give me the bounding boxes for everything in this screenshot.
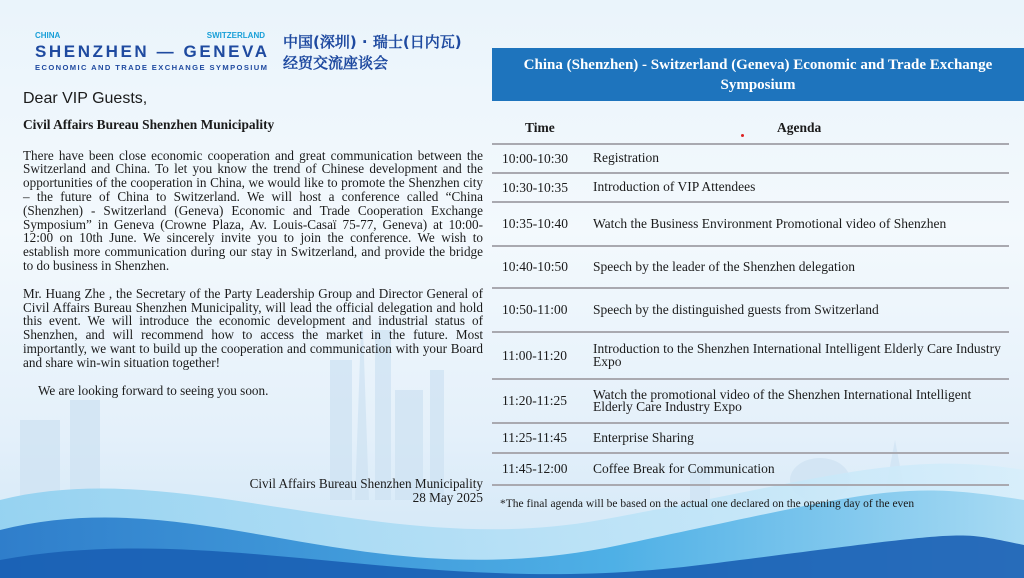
chinese-title-line1: 中国(深圳) · 瑞士(日内瓦): [283, 33, 462, 51]
agenda-item: Enterprise Sharing: [593, 429, 694, 445]
agenda-row: [492, 287, 1009, 331]
logo-main: SHENZHEN — GENEVA: [35, 42, 267, 61]
chinese-title: [283, 32, 462, 74]
letter-org: Civil Affairs Bureau Shenzhen Municipality: [23, 116, 275, 132]
agenda-time: 10:50-11:00: [502, 302, 568, 317]
agenda-item: Speech by the leader of the Shenzhen delegation: [593, 258, 856, 274]
agenda-time: 10:00-10:30: [502, 150, 568, 166]
signature-org: Civil Affairs Bureau Shenzhen Municipality: [249, 476, 483, 491]
agenda-row: [492, 452, 1009, 486]
agenda-title: China (Shenzhen) - Switzerland (Geneva) Economic and Trade Exchange Symposium: [492, 48, 1024, 101]
agenda-item: Watch the Business Environment Promotional video of Shenzhen: [593, 215, 947, 231]
chinese-title-line2: 经贸交流座谈会: [283, 54, 389, 72]
letter-greeting: Dear VIP Guests,: [23, 90, 148, 107]
agenda-item: Coffee Break for Communication: [593, 460, 775, 476]
symposium-logo: [35, 28, 275, 76]
col-time-header: Time: [525, 120, 555, 135]
agenda-row: [492, 143, 1009, 172]
signature-date: 28 May 2025: [412, 489, 483, 505]
agenda-time: 11:00-11:20: [502, 347, 567, 363]
agenda-row: [492, 172, 1009, 201]
agenda-row: [492, 201, 1009, 245]
agenda-time: 10:35-10:40: [502, 216, 568, 231]
invitation-letter: [23, 90, 483, 505]
letter-paragraph-1: There have been close economic cooperation and great communication between the Switzerland and China. To let you know the trend of Chinese development and the opportunities of the cooperation in China, we would like to promote the Shenzhen city – the future of China to Switzerland. We will host a conference called “China (Shenzhen) - Switzerland (Geneva) Economic and Trade Cooperation Exchange Symposium” in Geneva (Crowne Plaza, Av. Louis-Casaï 75-77, Geneva) at 10:00-12:00 on 10th June. We sincerely invite you to join the conference. We wish to establish more communication during our stay in Switzerland, and provide the bridge to do business in Shenzhen.: [23, 147, 483, 273]
agenda-time: 11:20-11:25: [502, 393, 567, 408]
agenda-item: Introduction to the Shenzhen International Intelligent Elderly Care Industry Expo: [593, 341, 1001, 369]
agenda-row: [492, 245, 1009, 287]
letter-closing: We are looking forward to seeing you soon.: [38, 382, 269, 398]
logo-switzerland: SWITZERLAND: [206, 31, 265, 40]
agenda-row: [492, 422, 1009, 452]
agenda-table: [492, 114, 1009, 486]
agenda-time: 11:45-12:00: [502, 461, 568, 476]
agenda-time: 10:30-10:35: [502, 179, 568, 195]
col-agenda-header: Agenda: [777, 120, 822, 135]
agenda-time: 10:40-10:50: [502, 259, 568, 274]
agenda-item: Registration: [593, 150, 659, 166]
logo-subtitle: ECONOMIC AND TRADE EXCHANGE SYMPOSIUM: [35, 63, 267, 72]
red-dot-mark: [741, 134, 744, 137]
agenda-item: Watch the promotional video of the Shenzhen International Intelligent Elderly Care Industry Expo: [593, 386, 972, 414]
agenda-header-row: [492, 114, 1009, 143]
agenda-row: [492, 331, 1009, 378]
letter-paragraph-2: Mr. Huang Zhe , the Secretary of the Party Leadership Group and Director General of Civil Affairs Bureau Shenzhen Municipality, will lead the official delegation and hold this event. We will introduce the economic development and industrial status of Shenzhen, and will recommend how to access the market in the future. Most importantly, we want to build up the cooperation and communication with your Board and share win-win situation together!: [23, 285, 483, 370]
agenda-footnote: *The final agenda will be based on the actual one declared on the opening day of the even: [500, 498, 915, 510]
agenda-row: [492, 378, 1009, 422]
agenda-item: Speech by the distinguished guests from Switzerland: [593, 301, 879, 317]
logo-china: CHINA: [35, 31, 61, 40]
letter-signature: [23, 477, 483, 505]
agenda-time: 11:25-11:45: [502, 430, 567, 445]
agenda-item: Introduction of VIP Attendees: [593, 179, 756, 195]
